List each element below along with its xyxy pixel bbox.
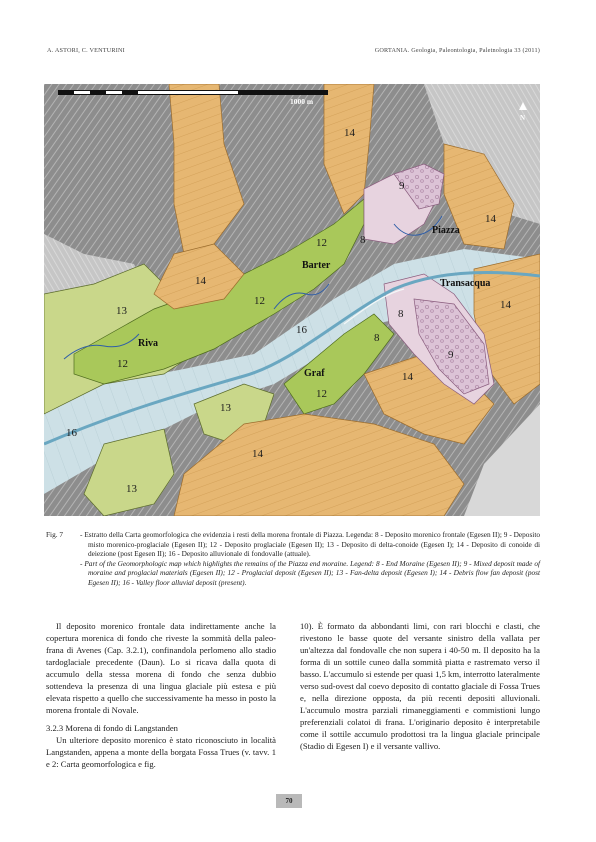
geomorphologic-map bbox=[44, 84, 540, 516]
place-transacqua: Transacqua bbox=[440, 278, 491, 289]
unit-label: 9 bbox=[399, 180, 405, 192]
unit-label: 14 bbox=[485, 213, 496, 225]
running-header-journal: GORTANIA. Geologia, Paleontologia, Paletnologia 33 (2011) bbox=[374, 47, 540, 54]
figure-label: Fig. 7 bbox=[46, 530, 64, 539]
caption-english: - Part of the Geomorphologic map which highlights the remains of the Piazza end moraine. Legend: 8 - End Moraine (Egesen II); 9 - Mixed deposit made of moraine and proglacial materials (Egesen II); 12 - Proglacial deposit (Egesen II); 13 - Fan-delta deposit (Egesen I); 14 - Debris flow fan deposit (post Egesen II); 16 - Valley floor alluvial deposit (present). bbox=[80, 558, 540, 587]
place-piazza: Piazza bbox=[432, 225, 460, 236]
unit-label: 12 bbox=[316, 388, 327, 400]
map-svg bbox=[44, 84, 540, 516]
figure-caption bbox=[46, 530, 540, 588]
unit-label: 12 bbox=[117, 358, 128, 370]
body-column-right bbox=[300, 620, 540, 752]
unit-label: 8 bbox=[374, 332, 380, 344]
running-header-authors: A. ASTORI, C. VENTURINI bbox=[47, 47, 125, 54]
unit-label: 14 bbox=[344, 127, 355, 139]
page-number: 70 bbox=[276, 794, 302, 808]
paragraph: Il deposito morenico frontale data indirettamente anche la copertura morenica di fondo che riveste la sommità della paleo-frana di Avenes (Cap. 3.2.1), confinandola perlomeno allo stadio tardoglaciale precedente (Daun). Lo si ricava dalla quota di accumulo della stessa morena di fondo che senza dubbio sottendeva la presenza di una lingua glaciale più estesa e più elevata rispetto a quello che successivamente ha messo in posto la morena frontale di Novale. bbox=[46, 621, 276, 715]
unit-label: 8 bbox=[398, 308, 404, 320]
unit-label: 14 bbox=[500, 299, 511, 311]
unit-label: 16 bbox=[296, 324, 307, 336]
body-column-left bbox=[46, 620, 276, 770]
place-graf: Graf bbox=[304, 368, 325, 379]
unit-label: 13 bbox=[220, 402, 231, 414]
unit-label: 8 bbox=[360, 234, 366, 246]
unit-label: 16 bbox=[66, 427, 77, 439]
paragraph: Un ulteriore deposito morenico è stato riconosciuto in località Langstanden, appena a monte della borgata Fossa Trues (v. tavv. 1 e 2: Carta geomorfologica e fig. bbox=[46, 735, 276, 769]
caption-italian: - Estratto della Carta geomorfologica che evidenzia i resti della morena frontale di Piazza. Legenda: 8 - Deposito morenico frontale (Egesen II); 9 - Deposito misto morenico-proglaciale (Egesen II); 12 - Deposito proglaciale (Egesen II); 13 - Deposito di delta-conoide (Egesen I); 14 - Deposito di conoide di deiezione (post Egesen II); 16 - Deposito alluvionale di fondovalle (attuale). bbox=[80, 530, 540, 559]
unit-label: 12 bbox=[254, 295, 265, 307]
unit-label: 13 bbox=[126, 483, 137, 495]
unit-label: 12 bbox=[316, 237, 327, 249]
unit-label: 14 bbox=[402, 371, 413, 383]
section-heading: 3.2.3 Morena di fondo di Langstanden bbox=[46, 723, 178, 733]
scale-bar bbox=[58, 90, 328, 95]
unit-label: 14 bbox=[195, 275, 206, 287]
unit-label: 13 bbox=[116, 305, 127, 317]
place-riva: Riva bbox=[138, 338, 158, 349]
scale-label: 1000 m bbox=[290, 97, 314, 106]
place-barter: Barter bbox=[302, 260, 331, 271]
unit-label: 9 bbox=[448, 349, 454, 361]
north-label: N bbox=[520, 114, 526, 122]
unit-label: 14 bbox=[252, 448, 263, 460]
paragraph: 10). È formato da abbondanti limi, con rari blocchi e clasti, che rivestono le basse quote del versante sinistro della vallata per un'altezza dal fondovalle che non supera i 40-50 m. Il deposito ha la forma di un sottile cuneo dalla sommità piatta e rastremato verso il basso. L'accumulo si estende per quasi 1,5 km, interrotto lateralmente verso sud-ovest dal coevo deposito di contatto glaciale di Fossa Trues e, nella direzione opposta, da più recenti depositi alluvionali. L'accumulo mostra parziali rimaneggiamenti e commistioni lungo preferenziali colatoi di frana. L'originario deposito è interpretabile come il sottile accumulo prodottosi tra la lingua glaciale principale (Stadio di Egesen I) e il versante vallivo. bbox=[300, 621, 540, 751]
